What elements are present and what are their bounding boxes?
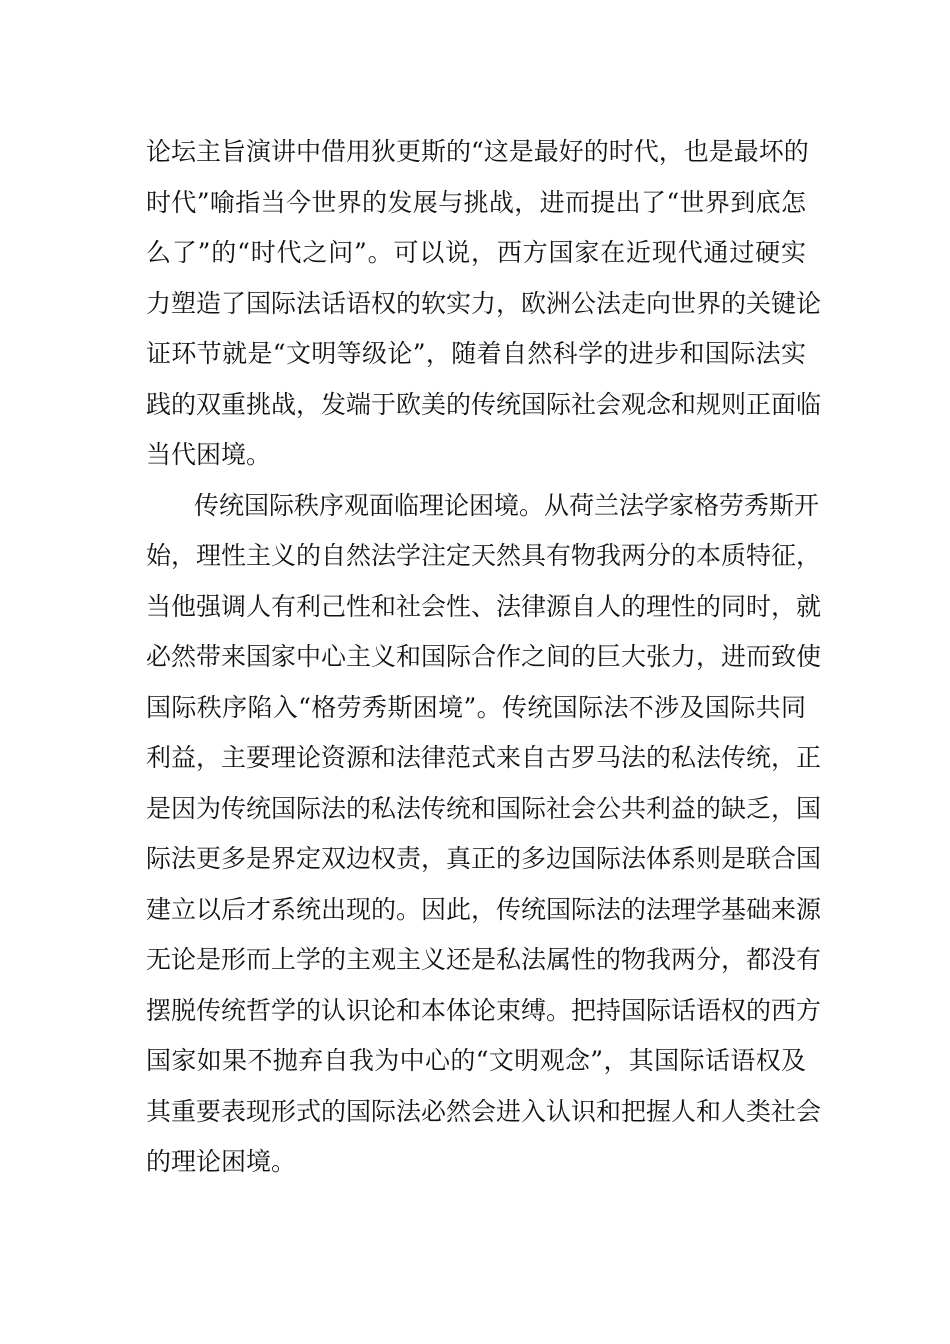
text-line: 践的双重挑战，发端于欧美的传统国际社会观念和规则正面临 <box>146 389 822 419</box>
paragraph-2 <box>146 481 822 1188</box>
text-line: 力塑造了国际法话语权的软实力，欧洲公法走向世界的关键论 <box>146 288 822 318</box>
text-line: 建立以后才系统出现的。因此，传统国际法的法理学基础来源 <box>146 894 822 924</box>
text-line: 际法更多是界定双边权责，真正的多边国际法体系则是联合国 <box>146 844 822 873</box>
text-line: 其重要表现形式的国际法必然会进入认识和把握人和人类社会 <box>146 1096 822 1126</box>
text-line: 证环节就是“文明等级论”，随着自然科学的进步和国际法实 <box>146 339 806 368</box>
text-line: 利益，主要理论资源和法律范式来自古罗马法的私法传统，正 <box>146 743 822 772</box>
text-line: 论坛主旨演讲中借用狄更斯的“这是最好的时代，也是最坏的 <box>146 137 809 166</box>
text-line: 摆脱传统哲学的认识论和本体论束缚。把持国际话语权的西方 <box>146 995 822 1025</box>
body-text <box>146 127 822 1188</box>
paragraph-1 <box>146 127 822 481</box>
text-line: 么了”的“时代之问”。可以说，西方国家在近现代通过硬实 <box>146 238 806 267</box>
text-line: 当他强调人有利己性和社会性、法律源自人的理性的同时，就 <box>146 591 822 621</box>
text-line: 始，理性主义的自然法学注定天然具有物我两分的本质特征， <box>146 541 822 570</box>
text-line: 国家如果不抛弃自我为中心的“文明观念”，其国际话语权及 <box>146 1046 806 1075</box>
text-line: 时代”喻指当今世界的发展与挑战，进而提出了“世界到底怎 <box>146 187 806 217</box>
text-line: 国际秩序陷入“格劳秀斯困境”。传统国际法不涉及国际共同 <box>146 692 806 722</box>
text-line: 当代困境。 <box>146 440 272 469</box>
text-line: 传统国际秩序观面临理论困境。从荷兰法学家格劳秀斯开 <box>194 490 820 520</box>
text-line: 无论是形而上学的主观主义还是私法属性的物我两分，都没有 <box>146 945 822 974</box>
text-line: 的理论困境。 <box>146 1147 297 1176</box>
text-line: 必然带来国家中心主义和国际合作之间的巨大张力，进而致使 <box>146 642 822 671</box>
text-line: 是因为传统国际法的私法传统和国际社会公共利益的缺乏，国 <box>146 793 822 823</box>
